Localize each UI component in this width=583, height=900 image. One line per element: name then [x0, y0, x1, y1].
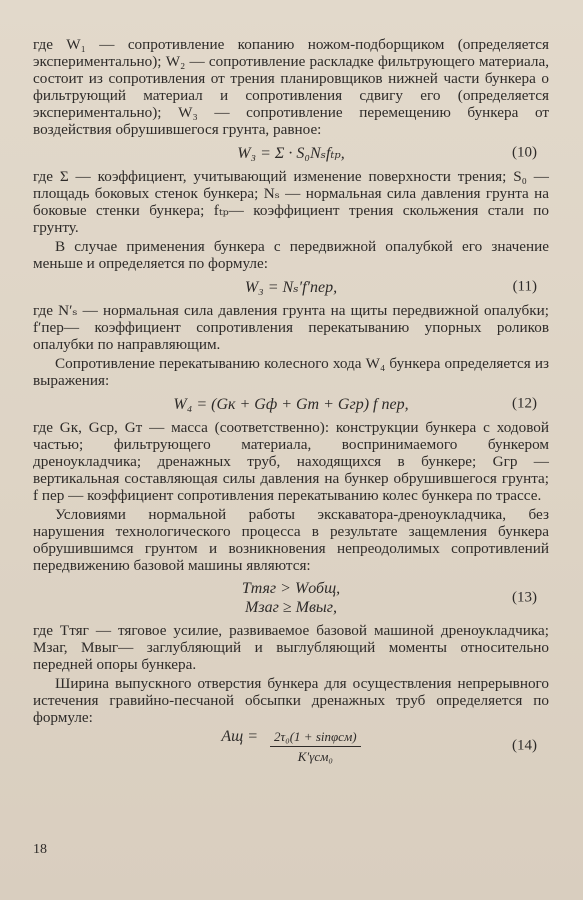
equation-11 — [33, 272, 549, 302]
equation-14-numerator: 2τ₀(1 + sinφсм) — [270, 728, 361, 747]
equation-10-number: (10) — [512, 144, 537, 161]
equation-11-formula: W₃ = Nₛ′f′пер, — [244, 278, 338, 296]
paragraph-t-definitions: где Tтяг — тяговое усилие, развиваемое базовой машиной дреноукладчика; Mзаг, Mвыг— заглубляющий и выглубляющий моменты относительно передней опоры бункера. — [33, 622, 549, 673]
equation-11-number: (11) — [512, 278, 537, 295]
paragraph-w-definitions: где W₁ — сопротивление копанию ножом-подборщиком (определяется экспериментально); W₂ — сопротивление раскладке фильтрующего материала, состоит из сопротивления от трения планировщиков нижней части бункера о фильтрующий материал и сопротивления сдвигу его (определяется экспериментально); W₃ — сопротивление перемещению бункера от воздействия обрушившегося грунта, равное: — [33, 36, 549, 138]
page-content — [33, 36, 549, 766]
equation-14-fraction — [270, 728, 361, 765]
equation-10 — [33, 138, 549, 168]
paragraph-sigma-definitions: где Σ — коэффициент, учитывающий изменение поверхности трения; S₀ — площадь боковых стенок бункера; Nₛ — нормальная сила давления грунта на боковые стенки бункера; fₜₚ— коэффициент трения скольжения стали по грунту. — [33, 168, 549, 236]
equation-14-formula — [33, 728, 549, 765]
equation-14-denominator: K′γсм₀ — [297, 748, 333, 764]
paragraph-rolling-resistance: Сопротивление перекатыванию колесного хода W₄ бункера определяется из выражения: — [33, 355, 549, 389]
equation-13-line-1: Tтяг > Wобщ, — [241, 580, 341, 597]
equation-12 — [33, 389, 549, 419]
equation-14 — [33, 726, 549, 766]
equation-13-formula — [33, 580, 549, 616]
paragraph-n-prime-definitions: где N′ₛ — нормальная сила давления грунта на щиты передвижной опалубки; f′пер— коэффициент сопротивления перекатыванию упорных роликов опалубки по направляющим. — [33, 302, 549, 353]
equation-14-number: (14) — [512, 737, 537, 754]
equation-12-number: (12) — [512, 395, 537, 412]
equation-13-number: (13) — [512, 589, 537, 606]
paragraph-normal-conditions: Условиями нормальной работы экскаватора-дреноукладчика, без нарушения технологического процесса в результате защемления бункера обрушившимся грунтом и возникновения непреодолимых сопротивлений передвижению базовой машины являются: — [33, 506, 549, 574]
equation-12-formula: W₄ = (Gк + Gф + Gт + Gгр) f пер, — [173, 395, 409, 413]
paragraph-g-definitions: где Gк, Gср, Gт — масса (соответственно): конструкции бункера с ходовой частью; фильтрующего материала, воспринимаемого бункером дреноукладчика; дренажных труб, находящихся в бункере; Gгр — вертикальная составляющая силы давления на бункер обрушившегося грунта; f пер — коэффициент сопротивления перекатыванию колес бункера по трассе. — [33, 419, 549, 504]
equation-13 — [33, 574, 549, 622]
equation-10-formula: W₃ = Σ · S₀Nₛfₜₚ, — [237, 144, 345, 162]
equation-13-line-2: Mзаг ≥ Mвыг, — [245, 599, 337, 616]
paragraph-movable-formwork: В случае применения бункера с передвижной опалубкой его значение меньше и определяется по формуле: — [33, 238, 549, 272]
page-number: 18 — [33, 842, 47, 857]
paragraph-outlet-width: Ширина выпускного отверстия бункера для осуществления непрерывного истечения гравийно-песчаной обсыпки дренажных труб определяется по формуле: — [33, 675, 549, 726]
equation-14-lhs: Aщ = — [221, 727, 259, 745]
